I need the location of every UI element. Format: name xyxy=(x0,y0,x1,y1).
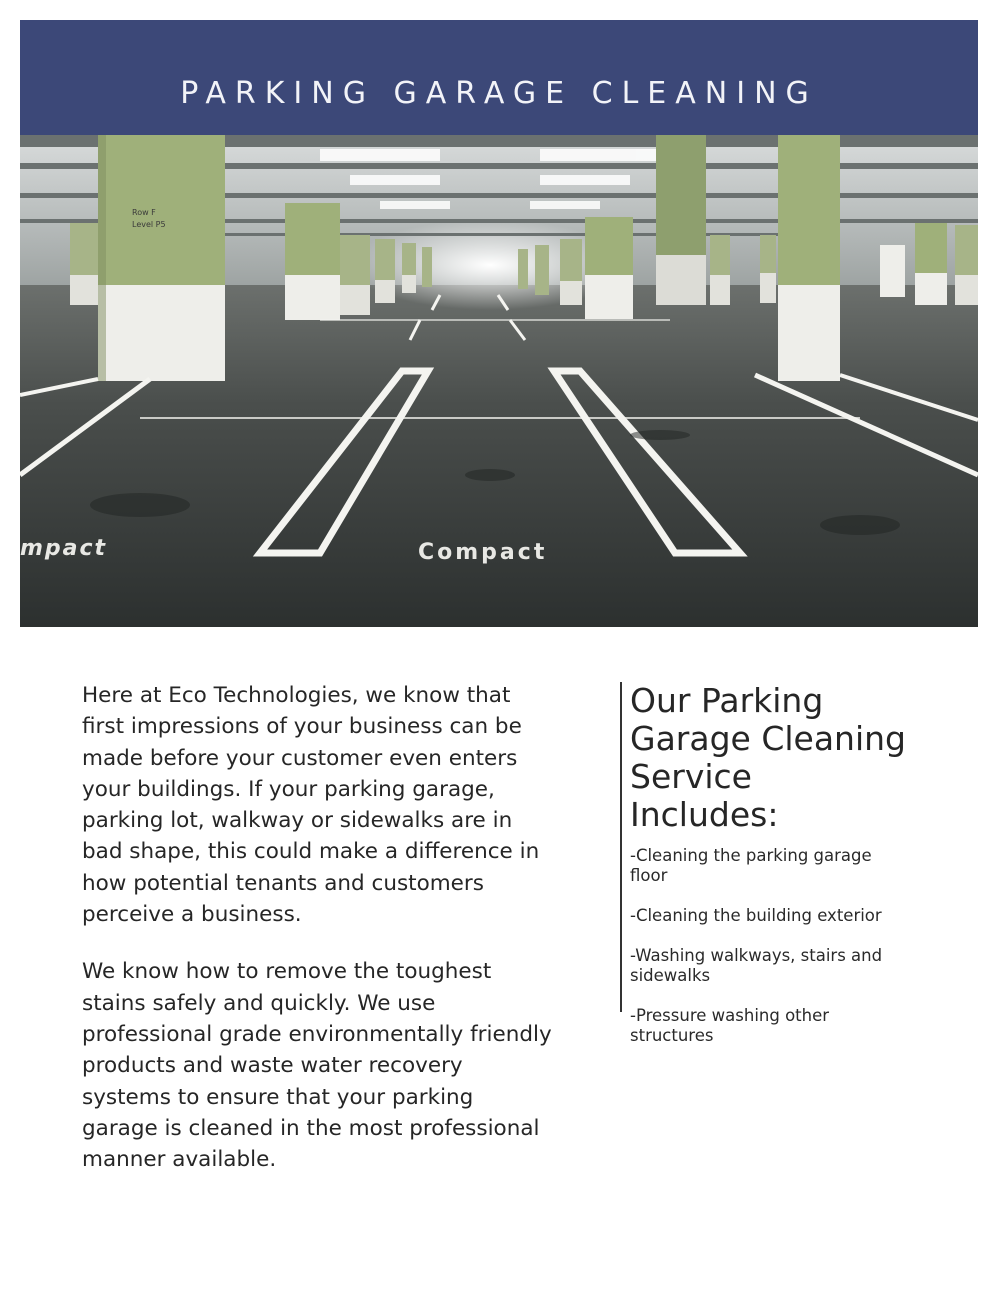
title-banner xyxy=(20,20,978,135)
services-panel xyxy=(620,681,950,1045)
column-sign-level: Level P5 xyxy=(132,220,166,229)
page-title: PARKING GARAGE CLEANING xyxy=(180,76,818,111)
services-heading: Our Parking Garage Cleaning Service Includes: xyxy=(630,681,907,834)
parking-garage-photo xyxy=(20,135,978,627)
service-item: -Pressure washing other structures xyxy=(630,1006,830,1045)
intro-text xyxy=(82,680,552,1201)
floor-label-left: mpact xyxy=(20,536,108,561)
service-item: -Cleaning the building exterior xyxy=(630,906,882,925)
service-item: -Cleaning the parking garage floor xyxy=(630,846,872,885)
column-sign-row: Row F xyxy=(132,208,156,217)
intro-paragraph-2: We know how to remove the toughest stains safely and quickly. We use professional grade environmentally friendly products and waste water recovery systems to ensure that your parking garage is cleaned in the most professional manner available. xyxy=(82,959,552,1173)
intro-paragraph-1: Here at Eco Technologies, we know that first impressions of your business can be made before your customer even enters your buildings. If your parking garage, parking lot, walkway or sidewalks are in bad shape, this could make a difference in how potential tenants and customers perceive a business. xyxy=(82,683,540,928)
service-item: -Washing walkways, stairs and sidewalks xyxy=(630,946,883,985)
floor-label-center: Compact xyxy=(418,540,548,565)
left-column[interactable] xyxy=(98,135,225,381)
